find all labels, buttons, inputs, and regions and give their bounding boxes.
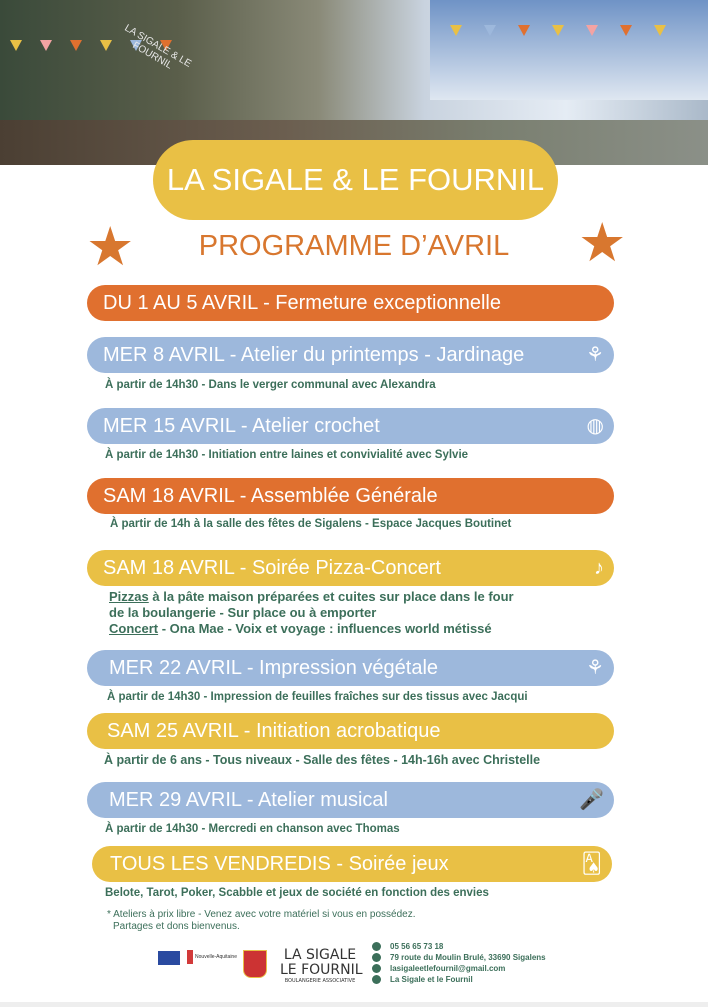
event-title: MER 15 AVRIL - Atelier crochet <box>103 415 380 437</box>
event-pizza-concert <box>87 550 614 586</box>
concert-text: - Ona Mae - Voix et voyage : influences world métissé <box>158 621 492 636</box>
event-title: SAM 25 AVRIL - Initiation acrobatique <box>107 720 441 742</box>
region-logo <box>187 950 237 964</box>
event-acrobatics <box>87 713 614 749</box>
logo-line-2: LE FOURNIL <box>280 962 363 978</box>
event-title: SAM 18 AVRIL - Assemblée Générale <box>103 485 438 507</box>
event-print <box>87 650 614 686</box>
event-games <box>92 846 612 882</box>
region-label: Nouvelle-Aquitaine <box>195 954 237 960</box>
location-icon <box>372 953 381 962</box>
sky <box>430 0 708 100</box>
brand-logo <box>280 947 363 985</box>
bunting-right <box>450 25 666 36</box>
microphone-icon: 🎤 <box>579 789 604 811</box>
event-detail: À partir de 14h30 - Mercredi en chanson avec Thomas <box>105 823 400 835</box>
phone-icon <box>372 942 381 951</box>
star-icon: ★ <box>86 217 135 277</box>
contact-email[interactable]: lasigaleetlefournil@gmail.com <box>390 964 506 973</box>
logo-tagline: BOULANGERIE ASSOCIATIVE <box>284 978 356 984</box>
facebook-icon <box>372 975 381 984</box>
concert-label: Concert <box>109 621 159 636</box>
leaf-icon: ⚘ <box>586 657 604 679</box>
bottom-strip <box>0 1002 708 1007</box>
event-crochet <box>87 408 614 444</box>
star-icon: ★ <box>578 213 627 273</box>
event-detail: Belote, Tarot, Poker, Scabble et jeux de société en fonction des envies <box>105 887 489 899</box>
logo-line-1: LA SIGALE <box>283 947 357 963</box>
event-title: MER 8 AVRIL - Atelier du printemps - Jardinage <box>103 344 525 366</box>
yarn-icon: ◍ <box>586 415 604 437</box>
music-note-icon: ♪ <box>594 557 604 579</box>
event-title: MER 22 AVRIL - Impression végétale <box>109 657 439 679</box>
event-title: TOUS LES VENDREDIS - Soirée jeux <box>110 853 449 875</box>
pizza-text-2: de la boulangerie - Sur place ou à emporter <box>109 605 377 620</box>
page-title: PROGRAMME D’AVRIL <box>198 230 510 262</box>
eu-flag-logo <box>158 951 180 965</box>
pizza-label: Pizzas <box>109 589 149 604</box>
sprout-icon: ⚘ <box>586 344 604 366</box>
event-closure <box>87 285 614 321</box>
pizza-text: à la pâte maison préparées et cuites sur place dans le four <box>148 589 514 604</box>
event-detail: À partir de 6 ans - Tous niveaux - Salle des fêtes - 14h-16h avec Christelle <box>104 753 541 767</box>
event-title: SAM 18 AVRIL - Soirée Pizza-Concert <box>103 557 441 579</box>
event-detail: À partir de 14h à la salle des fêtes de Sigalens - Espace Jacques Boutinet <box>110 518 512 530</box>
contact-phone: 05 56 65 73 18 <box>390 942 444 951</box>
event-gardening <box>87 337 614 373</box>
event-detail: À partir de 14h30 - Initiation entre laines et convivialité avec Sylvie <box>105 449 469 461</box>
town-crest-logo <box>243 950 267 978</box>
cards-icon: 🂡 <box>581 853 602 875</box>
event-detail <box>109 589 514 637</box>
footnote: * Ateliers à prix libre - Venez avec votre matériel si vous en possédez. <box>107 909 416 920</box>
event-detail: À partir de 14h30 - Impression de feuilles fraîches sur des tissus avec Jacqui <box>107 691 528 703</box>
email-icon <box>372 964 381 973</box>
event-title: DU 1 AU 5 AVRIL - Fermeture exceptionnelle <box>103 292 501 314</box>
event-detail: À partir de 14h30 - Dans le verger communal avec Alexandra <box>105 379 436 391</box>
event-title: MER 29 AVRIL - Atelier musical <box>109 789 388 811</box>
contact-facebook[interactable]: La Sigale et le Fournil <box>390 975 473 984</box>
window-sign: LA SIGALE & LE FOURNIL <box>122 22 193 72</box>
contact-address: 79 route du Moulin Brulé, 33690 Sigalens <box>390 953 546 962</box>
event-music <box>87 782 614 818</box>
footnote-2: Partages et dons bienvenus. <box>113 921 240 932</box>
event-assembly <box>87 478 614 514</box>
title-banner: LA SIGALE & LE FOURNIL <box>153 140 558 220</box>
